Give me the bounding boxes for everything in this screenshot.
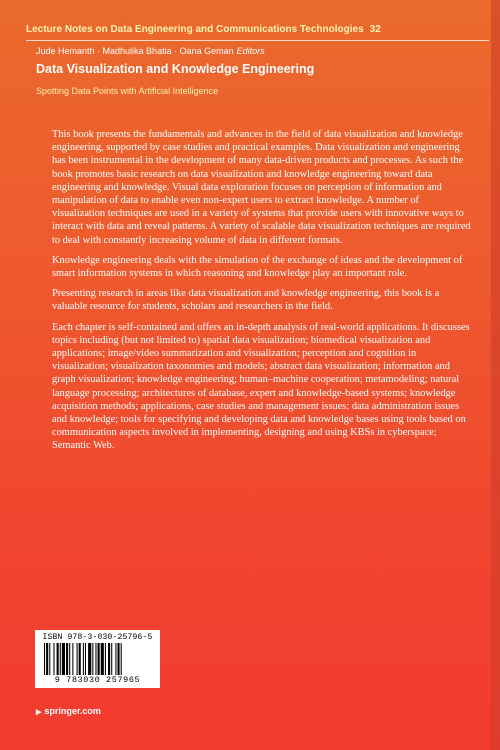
header-rule xyxy=(26,40,489,41)
isbn-label: ISBN 978-3-030-25796-5 xyxy=(42,633,153,642)
barcode-bar xyxy=(66,643,68,675)
barcode-bar xyxy=(79,643,81,675)
barcode-bar xyxy=(57,643,59,675)
barcode-bar xyxy=(62,643,65,675)
editors-line xyxy=(36,46,265,56)
blurb-paragraph-1: This book presents the fundamentals and advances in the field of data visualization and knowledge engineering, supported by case studies and practical examples. Data visualization and engineering has been instrumental in the development of many data-driven products and processes. As such the book promotes basic research on data visualization and knowledge engineering toward data engineering and knowledge. Visual data exploration focuses on perception of information and manipulation of data to enable even non-expert users to extract knowledge. A number of visualization techniques are used in a variety of systems that provide users with innovative ways to interact with data and reveal patterns. A variety of scalable data visualization techniques are required to deal with constantly increasing volume of data in different formats. xyxy=(52,129,471,246)
book-title: Data Visualization and Knowledge Engineering xyxy=(36,62,315,76)
barcode-bars xyxy=(44,643,152,675)
blurb-paragraph-2: Knowledge engineering deals with the simulation of the exchange of ideas and the development of smart information systems in which reasoning and knowledge play an important role. xyxy=(52,254,463,280)
publisher-link[interactable] xyxy=(36,706,101,716)
barcode-bar xyxy=(101,643,104,675)
series-name: Lecture Notes on Data Engineering and Communications Technologies xyxy=(26,24,364,35)
barcode-bar xyxy=(85,643,86,675)
barcode-bar xyxy=(98,643,100,675)
isbn-barcode xyxy=(35,630,160,688)
barcode-bar xyxy=(88,643,91,675)
barcode-bar xyxy=(92,643,93,675)
series-volume: 32 xyxy=(369,24,381,35)
barcode-bar xyxy=(77,643,78,675)
blurb-paragraph-3: Presenting research in areas like data visualization and knowledge engineering, this book is a valuable resource for students, scholars and researchers in the field. xyxy=(52,288,440,313)
barcode-bar xyxy=(121,643,122,675)
editor-names: Jude Hemanth · Madhulika Bhatia · Oana Geman xyxy=(36,46,234,56)
back-cover-blurb xyxy=(52,128,472,460)
barcode-bar xyxy=(53,643,54,675)
blurb-paragraph-4: Each chapter is self-contained and offers an in-depth analysis of real-world applications. It discusses topics including (but not limited to) spatial data visualization; biomedical visualization and applications; image/video summarization and visualization; perception and cognition in visualization; visualization taxonomies and models; abstract data visualization; information and graph visualization; knowledge engineering; human–machine cooperation; metamodeling; natural language processing; architectures of database, expert and knowledge-based systems; knowledge acquisition methods; applications, case studies and management issues: data administration issues and knowledge; tools for specifying and developing data and knowledge bases using tools based on communication aspects involved in implementing, designing and using KBSs in cyberspace; Semantic Web. xyxy=(52,321,470,452)
barcode-bar xyxy=(95,643,96,675)
barcode-bar xyxy=(72,643,73,675)
spine-edge xyxy=(491,0,500,750)
barcode-bar xyxy=(105,643,106,675)
barcode-bar xyxy=(46,643,48,675)
barcode-bar xyxy=(44,643,45,675)
book-subtitle: Spotting Data Points with Artificial Intelligence xyxy=(36,86,219,96)
series-title xyxy=(26,24,486,35)
barcode-bar xyxy=(118,643,120,675)
barcode-bar xyxy=(60,643,61,675)
barcode-bar xyxy=(83,643,84,675)
barcode-bar xyxy=(49,643,50,675)
barcode-digits: 9 783030 257965 xyxy=(54,675,141,685)
barcode-bar xyxy=(69,643,70,675)
barcode-bar xyxy=(115,643,116,675)
arrow-right-icon: ▶ xyxy=(36,709,42,716)
barcode-bar xyxy=(111,643,112,675)
editors-role: Editors xyxy=(236,46,265,56)
publisher-label: springer.com xyxy=(44,706,101,716)
barcode-bar xyxy=(108,643,110,675)
cover-header xyxy=(26,24,486,96)
